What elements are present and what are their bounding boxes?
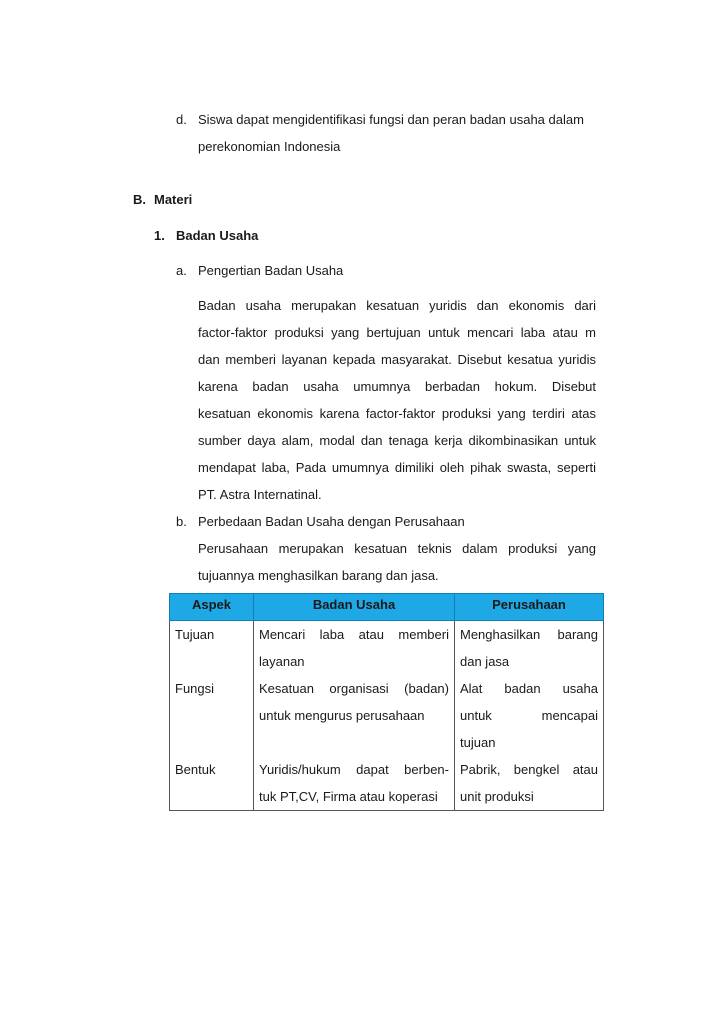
- cell-perusahaan: Pabrik, bengkel atau unit produksi: [455, 756, 604, 811]
- header-aspek: Aspek: [170, 594, 254, 621]
- header-badan-usaha: Badan Usaha: [254, 594, 455, 621]
- cell-aspek: Tujuan: [170, 621, 254, 676]
- cell-aspek: Bentuk: [170, 756, 254, 811]
- item-a-line: factor-faktor produksi yang bertujuan untuk mencari laba atau m: [198, 325, 596, 340]
- item-a-line: mendapat laba, Pada umumnya dimiliki oleh pihak swasta, seperti: [198, 460, 596, 475]
- cell-perusahaan: Alat badan usaha untuk mencapai tujuan: [455, 675, 604, 756]
- section-b-title: Materi: [154, 192, 193, 207]
- item-b-paragraph: [198, 535, 596, 589]
- cell-perusahaan: Menghasilkan barang dan jasa: [455, 621, 604, 676]
- section-b-marker: B.: [133, 192, 146, 207]
- table-row: [170, 621, 604, 676]
- item-a-line: karena badan usaha umumnya berbadan hokum. Disebut: [198, 379, 596, 394]
- table-header-row: [170, 594, 604, 621]
- item-a-line: Badan usaha merupakan kesatuan yuridis dan ekonomis dari: [198, 298, 596, 313]
- subsection-1-title: Badan Usaha: [176, 228, 259, 243]
- item-b-heading: Perbedaan Badan Usaha dengan Perusahaan: [198, 514, 465, 529]
- item-a-marker: a.: [176, 263, 187, 278]
- cell-badan-usaha: Mencari laba atau memberi layanan: [254, 621, 455, 676]
- item-d-line-1: Siswa dapat mengidentifikasi fungsi dan peran badan usaha dalam: [198, 112, 584, 127]
- item-a-heading: Pengertian Badan Usaha: [198, 263, 344, 278]
- item-b-line: tujuannya menghasilkan barang dan jasa.: [198, 568, 439, 583]
- cell-badan-usaha: Kesatuan organisasi (badan) untuk mengurus perusahaan: [254, 675, 455, 756]
- item-b-marker: b.: [176, 514, 187, 529]
- item-a-paragraph: [198, 292, 596, 508]
- comparison-table: [169, 593, 604, 811]
- item-d-line-2: perekonomian Indonesia: [198, 139, 341, 154]
- item-d-marker: d.: [176, 112, 187, 127]
- item-a-line: sumber daya alam, modal dan tenaga kerja dikombinasikan untuk: [198, 433, 596, 448]
- item-a-line: dan memberi layanan kepada masyarakat. Disebut kesatua yuridis: [198, 352, 596, 367]
- header-perusahaan: Perusahaan: [455, 594, 604, 621]
- table-row: [170, 756, 604, 811]
- item-b-line: Perusahaan merupakan kesatuan teknis dalam produksi yang: [198, 541, 596, 556]
- cell-badan-usaha: Yuridis/hukum dapat berben- tuk PT,CV, Firma atau koperasi: [254, 756, 455, 811]
- cell-aspek: Fungsi: [170, 675, 254, 756]
- subsection-1-marker: 1.: [154, 228, 165, 243]
- item-a-line: PT. Astra Internatinal.: [198, 487, 322, 502]
- table-row: [170, 675, 604, 756]
- item-a-line: kesatuan ekonomis karena factor-faktor produksi yang terdiri atas: [198, 406, 596, 421]
